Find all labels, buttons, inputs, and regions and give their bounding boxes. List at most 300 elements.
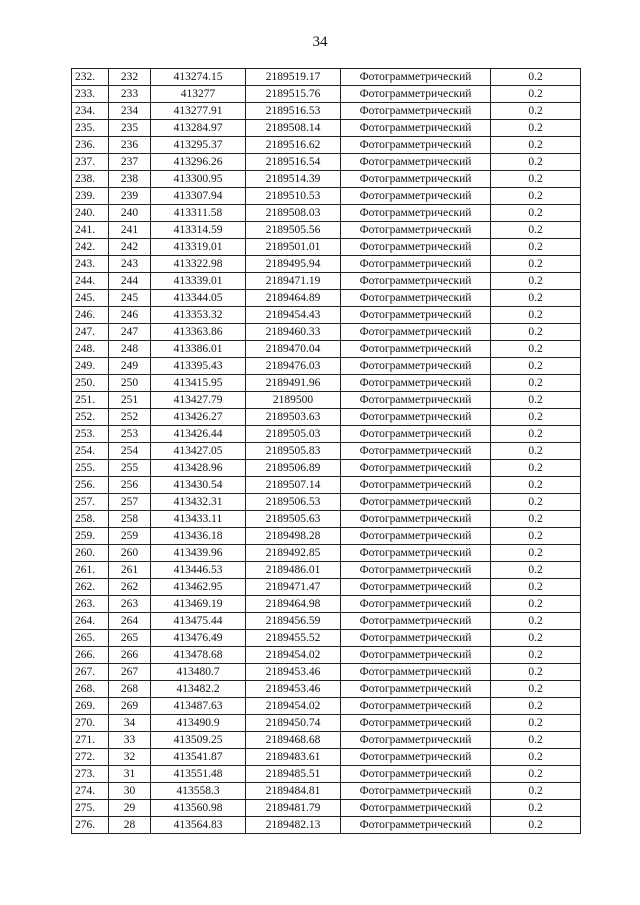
x-coordinate-cell: 413541.87 bbox=[151, 749, 246, 766]
accuracy-cell: 0.2 bbox=[491, 562, 581, 579]
method-cell: Фотограмметрический bbox=[341, 647, 491, 664]
table-row bbox=[72, 494, 581, 511]
y-coordinate-cell: 2189464.89 bbox=[246, 290, 341, 307]
table-row bbox=[72, 222, 581, 239]
row-index-cell: 246. bbox=[72, 307, 109, 324]
row-index-cell: 240. bbox=[72, 205, 109, 222]
point-number-cell: 233 bbox=[109, 86, 151, 103]
table-row bbox=[72, 256, 581, 273]
y-coordinate-cell: 2189514.39 bbox=[246, 171, 341, 188]
x-coordinate-cell: 413433.11 bbox=[151, 511, 246, 528]
point-number-cell: 31 bbox=[109, 766, 151, 783]
x-coordinate-cell: 413300.95 bbox=[151, 171, 246, 188]
method-cell: Фотограмметрический bbox=[341, 426, 491, 443]
row-index-cell: 255. bbox=[72, 460, 109, 477]
method-cell: Фотограмметрический bbox=[341, 783, 491, 800]
row-index-cell: 244. bbox=[72, 273, 109, 290]
method-cell: Фотограмметрический bbox=[341, 222, 491, 239]
table-row bbox=[72, 307, 581, 324]
accuracy-cell: 0.2 bbox=[491, 188, 581, 205]
table-row bbox=[72, 103, 581, 120]
row-index-cell: 254. bbox=[72, 443, 109, 460]
y-coordinate-cell: 2189450.74 bbox=[246, 715, 341, 732]
method-cell: Фотограмметрический bbox=[341, 307, 491, 324]
row-index-cell: 251. bbox=[72, 392, 109, 409]
row-index-cell: 238. bbox=[72, 171, 109, 188]
method-cell: Фотограмметрический bbox=[341, 528, 491, 545]
table-row bbox=[72, 766, 581, 783]
method-cell: Фотограмметрический bbox=[341, 409, 491, 426]
x-coordinate-cell: 413558.3 bbox=[151, 783, 246, 800]
x-coordinate-cell: 413560.98 bbox=[151, 800, 246, 817]
point-number-cell: 249 bbox=[109, 358, 151, 375]
table-row bbox=[72, 817, 581, 834]
method-cell: Фотограмметрический bbox=[341, 613, 491, 630]
y-coordinate-cell: 2189481.79 bbox=[246, 800, 341, 817]
accuracy-cell: 0.2 bbox=[491, 630, 581, 647]
y-coordinate-cell: 2189453.46 bbox=[246, 664, 341, 681]
method-cell: Фотограмметрический bbox=[341, 358, 491, 375]
accuracy-cell: 0.2 bbox=[491, 273, 581, 290]
table-row bbox=[72, 613, 581, 630]
row-index-cell: 235. bbox=[72, 120, 109, 137]
accuracy-cell: 0.2 bbox=[491, 494, 581, 511]
method-cell: Фотограмметрический bbox=[341, 341, 491, 358]
accuracy-cell: 0.2 bbox=[491, 528, 581, 545]
method-cell: Фотограмметрический bbox=[341, 205, 491, 222]
y-coordinate-cell: 2189506.53 bbox=[246, 494, 341, 511]
x-coordinate-cell: 413296.26 bbox=[151, 154, 246, 171]
y-coordinate-cell: 2189500 bbox=[246, 392, 341, 409]
table-row bbox=[72, 324, 581, 341]
y-coordinate-cell: 2189454.43 bbox=[246, 307, 341, 324]
method-cell: Фотограмметрический bbox=[341, 460, 491, 477]
x-coordinate-cell: 413469.19 bbox=[151, 596, 246, 613]
row-index-cell: 257. bbox=[72, 494, 109, 511]
accuracy-cell: 0.2 bbox=[491, 154, 581, 171]
point-number-cell: 251 bbox=[109, 392, 151, 409]
point-number-cell: 264 bbox=[109, 613, 151, 630]
method-cell: Фотограмметрический bbox=[341, 188, 491, 205]
point-number-cell: 238 bbox=[109, 171, 151, 188]
table-row bbox=[72, 528, 581, 545]
table-row bbox=[72, 562, 581, 579]
method-cell: Фотограмметрический bbox=[341, 681, 491, 698]
point-number-cell: 263 bbox=[109, 596, 151, 613]
point-number-cell: 235 bbox=[109, 120, 151, 137]
table-body bbox=[72, 69, 581, 834]
point-number-cell: 32 bbox=[109, 749, 151, 766]
row-index-cell: 273. bbox=[72, 766, 109, 783]
method-cell: Фотограмметрический bbox=[341, 69, 491, 86]
table-row bbox=[72, 358, 581, 375]
y-coordinate-cell: 2189519.17 bbox=[246, 69, 341, 86]
point-number-cell: 254 bbox=[109, 443, 151, 460]
point-number-cell: 255 bbox=[109, 460, 151, 477]
method-cell: Фотограмметрический bbox=[341, 375, 491, 392]
method-cell: Фотограмметрический bbox=[341, 171, 491, 188]
row-index-cell: 237. bbox=[72, 154, 109, 171]
point-number-cell: 242 bbox=[109, 239, 151, 256]
point-number-cell: 260 bbox=[109, 545, 151, 562]
y-coordinate-cell: 2189453.46 bbox=[246, 681, 341, 698]
method-cell: Фотограмметрический bbox=[341, 749, 491, 766]
x-coordinate-cell: 413426.27 bbox=[151, 409, 246, 426]
page-number: 34 bbox=[312, 34, 328, 50]
point-number-cell: 257 bbox=[109, 494, 151, 511]
method-cell: Фотограмметрический bbox=[341, 290, 491, 307]
row-index-cell: 263. bbox=[72, 596, 109, 613]
accuracy-cell: 0.2 bbox=[491, 392, 581, 409]
x-coordinate-cell: 413430.54 bbox=[151, 477, 246, 494]
point-number-cell: 248 bbox=[109, 341, 151, 358]
x-coordinate-cell: 413509.25 bbox=[151, 732, 246, 749]
accuracy-cell: 0.2 bbox=[491, 222, 581, 239]
row-index-cell: 245. bbox=[72, 290, 109, 307]
accuracy-cell: 0.2 bbox=[491, 358, 581, 375]
point-number-cell: 28 bbox=[109, 817, 151, 834]
row-index-cell: 264. bbox=[72, 613, 109, 630]
y-coordinate-cell: 2189507.14 bbox=[246, 477, 341, 494]
point-number-cell: 29 bbox=[109, 800, 151, 817]
method-cell: Фотограмметрический bbox=[341, 664, 491, 681]
method-cell: Фотограмметрический bbox=[341, 256, 491, 273]
y-coordinate-cell: 2189505.83 bbox=[246, 443, 341, 460]
table-row bbox=[72, 392, 581, 409]
x-coordinate-cell: 413386.01 bbox=[151, 341, 246, 358]
row-index-cell: 268. bbox=[72, 681, 109, 698]
method-cell: Фотограмметрический bbox=[341, 800, 491, 817]
table-row bbox=[72, 783, 581, 800]
y-coordinate-cell: 2189516.54 bbox=[246, 154, 341, 171]
y-coordinate-cell: 2189485.51 bbox=[246, 766, 341, 783]
row-index-cell: 243. bbox=[72, 256, 109, 273]
y-coordinate-cell: 2189510.53 bbox=[246, 188, 341, 205]
method-cell: Фотограмметрический bbox=[341, 494, 491, 511]
accuracy-cell: 0.2 bbox=[491, 69, 581, 86]
row-index-cell: 261. bbox=[72, 562, 109, 579]
point-number-cell: 258 bbox=[109, 511, 151, 528]
table-row bbox=[72, 664, 581, 681]
accuracy-cell: 0.2 bbox=[491, 324, 581, 341]
x-coordinate-cell: 413439.96 bbox=[151, 545, 246, 562]
table-row bbox=[72, 749, 581, 766]
accuracy-cell: 0.2 bbox=[491, 120, 581, 137]
x-coordinate-cell: 413339.01 bbox=[151, 273, 246, 290]
point-number-cell: 244 bbox=[109, 273, 151, 290]
row-index-cell: 239. bbox=[72, 188, 109, 205]
x-coordinate-cell: 413314.59 bbox=[151, 222, 246, 239]
x-coordinate-cell: 413428.96 bbox=[151, 460, 246, 477]
x-coordinate-cell: 413353.32 bbox=[151, 307, 246, 324]
row-index-cell: 276. bbox=[72, 817, 109, 834]
row-index-cell: 269. bbox=[72, 698, 109, 715]
y-coordinate-cell: 2189460.33 bbox=[246, 324, 341, 341]
method-cell: Фотограмметрический bbox=[341, 511, 491, 528]
row-index-cell: 248. bbox=[72, 341, 109, 358]
method-cell: Фотограмметрический bbox=[341, 137, 491, 154]
row-index-cell: 250. bbox=[72, 375, 109, 392]
point-number-cell: 240 bbox=[109, 205, 151, 222]
point-number-cell: 241 bbox=[109, 222, 151, 239]
table-row bbox=[72, 800, 581, 817]
point-number-cell: 265 bbox=[109, 630, 151, 647]
row-index-cell: 241. bbox=[72, 222, 109, 239]
accuracy-cell: 0.2 bbox=[491, 477, 581, 494]
row-index-cell: 252. bbox=[72, 409, 109, 426]
accuracy-cell: 0.2 bbox=[491, 647, 581, 664]
table-row bbox=[72, 273, 581, 290]
point-number-cell: 269 bbox=[109, 698, 151, 715]
y-coordinate-cell: 2189471.19 bbox=[246, 273, 341, 290]
point-number-cell: 237 bbox=[109, 154, 151, 171]
row-index-cell: 242. bbox=[72, 239, 109, 256]
row-index-cell: 258. bbox=[72, 511, 109, 528]
y-coordinate-cell: 2189508.14 bbox=[246, 120, 341, 137]
table-row bbox=[72, 460, 581, 477]
point-number-cell: 236 bbox=[109, 137, 151, 154]
x-coordinate-cell: 413426.44 bbox=[151, 426, 246, 443]
table-row bbox=[72, 647, 581, 664]
coordinates-table bbox=[71, 68, 581, 834]
table-row bbox=[72, 290, 581, 307]
x-coordinate-cell: 413446.53 bbox=[151, 562, 246, 579]
y-coordinate-cell: 2189454.02 bbox=[246, 647, 341, 664]
table-row bbox=[72, 511, 581, 528]
accuracy-cell: 0.2 bbox=[491, 205, 581, 222]
row-index-cell: 253. bbox=[72, 426, 109, 443]
row-index-cell: 267. bbox=[72, 664, 109, 681]
table-row bbox=[72, 443, 581, 460]
row-index-cell: 266. bbox=[72, 647, 109, 664]
table-row bbox=[72, 171, 581, 188]
row-index-cell: 265. bbox=[72, 630, 109, 647]
row-index-cell: 260. bbox=[72, 545, 109, 562]
point-number-cell: 232 bbox=[109, 69, 151, 86]
accuracy-cell: 0.2 bbox=[491, 545, 581, 562]
accuracy-cell: 0.2 bbox=[491, 681, 581, 698]
y-coordinate-cell: 2189516.62 bbox=[246, 137, 341, 154]
x-coordinate-cell: 413476.49 bbox=[151, 630, 246, 647]
x-coordinate-cell: 413284.97 bbox=[151, 120, 246, 137]
method-cell: Фотограмметрический bbox=[341, 698, 491, 715]
accuracy-cell: 0.2 bbox=[491, 579, 581, 596]
point-number-cell: 256 bbox=[109, 477, 151, 494]
method-cell: Фотограмметрический bbox=[341, 766, 491, 783]
x-coordinate-cell: 413295.37 bbox=[151, 137, 246, 154]
y-coordinate-cell: 2189495.94 bbox=[246, 256, 341, 273]
table-row bbox=[72, 137, 581, 154]
method-cell: Фотограмметрический bbox=[341, 630, 491, 647]
table-row bbox=[72, 596, 581, 613]
method-cell: Фотограмметрический bbox=[341, 154, 491, 171]
row-index-cell: 236. bbox=[72, 137, 109, 154]
accuracy-cell: 0.2 bbox=[491, 783, 581, 800]
row-index-cell: 270. bbox=[72, 715, 109, 732]
x-coordinate-cell: 413344.05 bbox=[151, 290, 246, 307]
y-coordinate-cell: 2189498.28 bbox=[246, 528, 341, 545]
table-row bbox=[72, 579, 581, 596]
method-cell: Фотограмметрический bbox=[341, 120, 491, 137]
x-coordinate-cell: 413475.44 bbox=[151, 613, 246, 630]
accuracy-cell: 0.2 bbox=[491, 103, 581, 120]
row-index-cell: 256. bbox=[72, 477, 109, 494]
y-coordinate-cell: 2189505.03 bbox=[246, 426, 341, 443]
x-coordinate-cell: 413551.48 bbox=[151, 766, 246, 783]
y-coordinate-cell: 2189468.68 bbox=[246, 732, 341, 749]
y-coordinate-cell: 2189470.04 bbox=[246, 341, 341, 358]
table-row bbox=[72, 239, 581, 256]
point-number-cell: 34 bbox=[109, 715, 151, 732]
y-coordinate-cell: 2189456.59 bbox=[246, 613, 341, 630]
y-coordinate-cell: 2189471.47 bbox=[246, 579, 341, 596]
x-coordinate-cell: 413322.98 bbox=[151, 256, 246, 273]
accuracy-cell: 0.2 bbox=[491, 766, 581, 783]
x-coordinate-cell: 413277 bbox=[151, 86, 246, 103]
y-coordinate-cell: 2189482.13 bbox=[246, 817, 341, 834]
method-cell: Фотограмметрический bbox=[341, 239, 491, 256]
row-index-cell: 233. bbox=[72, 86, 109, 103]
x-coordinate-cell: 413395.43 bbox=[151, 358, 246, 375]
accuracy-cell: 0.2 bbox=[491, 732, 581, 749]
row-index-cell: 272. bbox=[72, 749, 109, 766]
point-number-cell: 253 bbox=[109, 426, 151, 443]
point-number-cell: 245 bbox=[109, 290, 151, 307]
x-coordinate-cell: 413432.31 bbox=[151, 494, 246, 511]
x-coordinate-cell: 413427.05 bbox=[151, 443, 246, 460]
table-row bbox=[72, 698, 581, 715]
accuracy-cell: 0.2 bbox=[491, 613, 581, 630]
table-row bbox=[72, 188, 581, 205]
y-coordinate-cell: 2189516.53 bbox=[246, 103, 341, 120]
y-coordinate-cell: 2189484.81 bbox=[246, 783, 341, 800]
row-index-cell: 249. bbox=[72, 358, 109, 375]
row-index-cell: 232. bbox=[72, 69, 109, 86]
method-cell: Фотограмметрический bbox=[341, 545, 491, 562]
point-number-cell: 266 bbox=[109, 647, 151, 664]
x-coordinate-cell: 413363.86 bbox=[151, 324, 246, 341]
y-coordinate-cell: 2189454.02 bbox=[246, 698, 341, 715]
row-index-cell: 259. bbox=[72, 528, 109, 545]
row-index-cell: 274. bbox=[72, 783, 109, 800]
row-index-cell: 262. bbox=[72, 579, 109, 596]
y-coordinate-cell: 2189506.89 bbox=[246, 460, 341, 477]
accuracy-cell: 0.2 bbox=[491, 698, 581, 715]
y-coordinate-cell: 2189492.85 bbox=[246, 545, 341, 562]
point-number-cell: 268 bbox=[109, 681, 151, 698]
accuracy-cell: 0.2 bbox=[491, 341, 581, 358]
method-cell: Фотограмметрический bbox=[341, 86, 491, 103]
x-coordinate-cell: 413462.95 bbox=[151, 579, 246, 596]
accuracy-cell: 0.2 bbox=[491, 511, 581, 528]
table-row bbox=[72, 341, 581, 358]
y-coordinate-cell: 2189503.63 bbox=[246, 409, 341, 426]
point-number-cell: 262 bbox=[109, 579, 151, 596]
y-coordinate-cell: 2189505.56 bbox=[246, 222, 341, 239]
accuracy-cell: 0.2 bbox=[491, 426, 581, 443]
accuracy-cell: 0.2 bbox=[491, 256, 581, 273]
x-coordinate-cell: 413274.15 bbox=[151, 69, 246, 86]
x-coordinate-cell: 413490.9 bbox=[151, 715, 246, 732]
accuracy-cell: 0.2 bbox=[491, 749, 581, 766]
table-row bbox=[72, 732, 581, 749]
method-cell: Фотограмметрический bbox=[341, 817, 491, 834]
row-index-cell: 271. bbox=[72, 732, 109, 749]
x-coordinate-cell: 413564.83 bbox=[151, 817, 246, 834]
point-number-cell: 33 bbox=[109, 732, 151, 749]
method-cell: Фотограмметрический bbox=[341, 392, 491, 409]
row-index-cell: 275. bbox=[72, 800, 109, 817]
y-coordinate-cell: 2189486.01 bbox=[246, 562, 341, 579]
accuracy-cell: 0.2 bbox=[491, 86, 581, 103]
accuracy-cell: 0.2 bbox=[491, 137, 581, 154]
accuracy-cell: 0.2 bbox=[491, 715, 581, 732]
point-number-cell: 267 bbox=[109, 664, 151, 681]
y-coordinate-cell: 2189455.52 bbox=[246, 630, 341, 647]
table-row bbox=[72, 86, 581, 103]
x-coordinate-cell: 413480.7 bbox=[151, 664, 246, 681]
table-row bbox=[72, 69, 581, 86]
x-coordinate-cell: 413415.95 bbox=[151, 375, 246, 392]
point-number-cell: 30 bbox=[109, 783, 151, 800]
accuracy-cell: 0.2 bbox=[491, 817, 581, 834]
table-row bbox=[72, 409, 581, 426]
y-coordinate-cell: 2189501.01 bbox=[246, 239, 341, 256]
x-coordinate-cell: 413482.2 bbox=[151, 681, 246, 698]
point-number-cell: 252 bbox=[109, 409, 151, 426]
method-cell: Фотограмметрический bbox=[341, 443, 491, 460]
accuracy-cell: 0.2 bbox=[491, 800, 581, 817]
method-cell: Фотограмметрический bbox=[341, 579, 491, 596]
accuracy-cell: 0.2 bbox=[491, 460, 581, 477]
y-coordinate-cell: 2189508.03 bbox=[246, 205, 341, 222]
y-coordinate-cell: 2189464.98 bbox=[246, 596, 341, 613]
table-row bbox=[72, 545, 581, 562]
accuracy-cell: 0.2 bbox=[491, 409, 581, 426]
table-row bbox=[72, 205, 581, 222]
y-coordinate-cell: 2189505.63 bbox=[246, 511, 341, 528]
accuracy-cell: 0.2 bbox=[491, 596, 581, 613]
point-number-cell: 261 bbox=[109, 562, 151, 579]
point-number-cell: 259 bbox=[109, 528, 151, 545]
row-index-cell: 234. bbox=[72, 103, 109, 120]
x-coordinate-cell: 413487.63 bbox=[151, 698, 246, 715]
table-row bbox=[72, 120, 581, 137]
method-cell: Фотограмметрический bbox=[341, 715, 491, 732]
table-row bbox=[72, 681, 581, 698]
accuracy-cell: 0.2 bbox=[491, 290, 581, 307]
accuracy-cell: 0.2 bbox=[491, 375, 581, 392]
method-cell: Фотограмметрический bbox=[341, 477, 491, 494]
point-number-cell: 250 bbox=[109, 375, 151, 392]
y-coordinate-cell: 2189491.96 bbox=[246, 375, 341, 392]
x-coordinate-cell: 413436.18 bbox=[151, 528, 246, 545]
accuracy-cell: 0.2 bbox=[491, 239, 581, 256]
accuracy-cell: 0.2 bbox=[491, 664, 581, 681]
y-coordinate-cell: 2189476.03 bbox=[246, 358, 341, 375]
point-number-cell: 243 bbox=[109, 256, 151, 273]
table-row bbox=[72, 630, 581, 647]
method-cell: Фотограмметрический bbox=[341, 596, 491, 613]
accuracy-cell: 0.2 bbox=[491, 443, 581, 460]
x-coordinate-cell: 413478.68 bbox=[151, 647, 246, 664]
x-coordinate-cell: 413307.94 bbox=[151, 188, 246, 205]
method-cell: Фотограмметрический bbox=[341, 103, 491, 120]
method-cell: Фотограмметрический bbox=[341, 732, 491, 749]
x-coordinate-cell: 413319.01 bbox=[151, 239, 246, 256]
row-index-cell: 247. bbox=[72, 324, 109, 341]
accuracy-cell: 0.2 bbox=[491, 307, 581, 324]
